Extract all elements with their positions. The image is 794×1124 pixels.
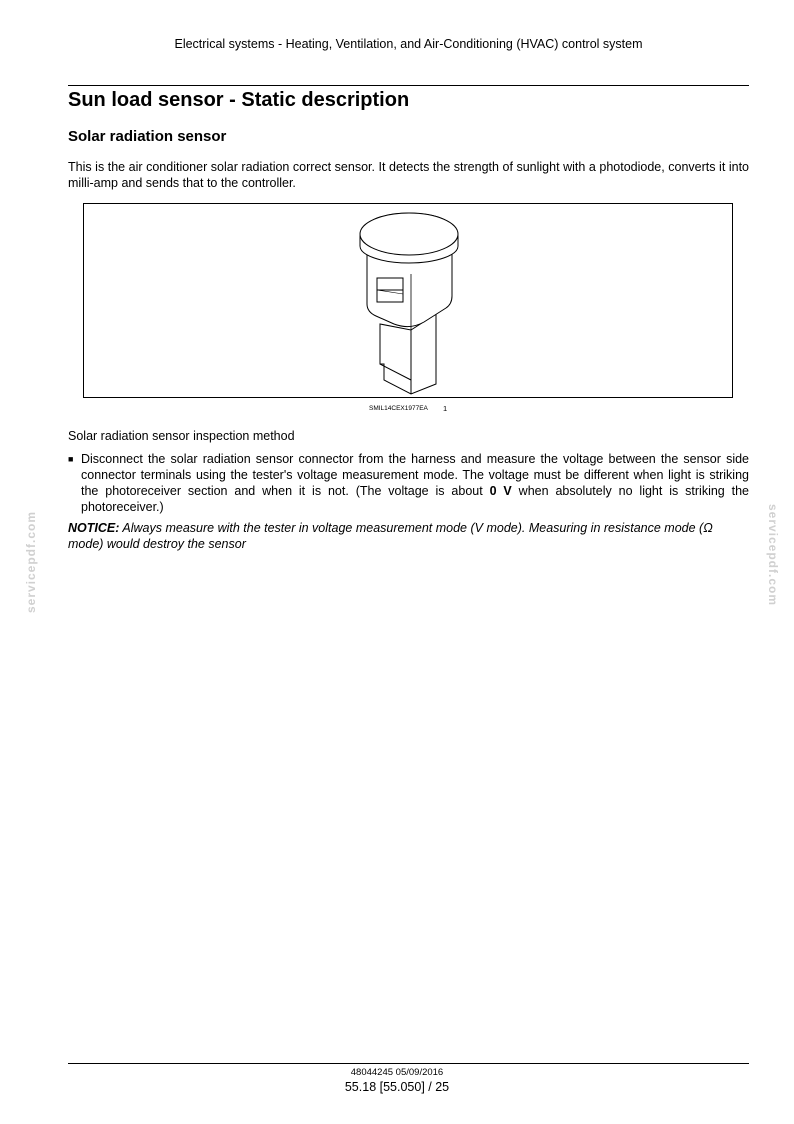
sensor-illustration — [84, 204, 734, 399]
inspection-step-text — [81, 451, 749, 515]
method-heading: Solar radiation sensor inspection method — [68, 429, 295, 443]
watermark-left: servicepdf.com — [24, 510, 39, 614]
bullet-icon: ■ — [68, 454, 74, 464]
notice-label: NOTICE: — [68, 521, 120, 535]
footer-page-reference: 55.18 [55.050] / 25 — [344, 1080, 450, 1094]
footer-divider — [68, 1063, 749, 1064]
intro-paragraph: This is the air conditioner solar radiation correct sensor. It detects the strength of sunlight with a photodiode, converts it into milli-amp and sends that to the controller. — [68, 160, 749, 190]
watermark-right: servicepdf.com — [766, 503, 781, 607]
step-text-before: Disconnect the solar radiation sensor connector from the harness and measure the voltage between the sensor side connector terminals using the tester's voltage measurement mode. The voltage must be different when light is striking the photoreceiver section and when it is not. (The voltage is about — [81, 452, 749, 498]
section-title: Solar radiation sensor — [68, 128, 227, 145]
step-text-after: when absolutely no light is striking the photoreceiver.) — [81, 484, 750, 514]
page-title: Sun load sensor - Static description — [68, 89, 410, 111]
header-divider — [68, 85, 749, 86]
notice-text: Always measure with the tester in voltage measurement mode (V mode). Measuring in resistance mode (Ω mode) would destroy the sensor — [68, 521, 713, 551]
figure-number: 1 — [443, 404, 448, 413]
running-header: Electrical systems - Heating, Ventilation, and Air-Conditioning (HVAC) control system — [174, 37, 643, 51]
notice-paragraph — [68, 520, 749, 552]
sensor-figure — [83, 203, 733, 398]
footer-doc-code: 48044245 05/09/2016 — [350, 1067, 444, 1078]
voltage-value: 0 V — [489, 484, 512, 498]
figure-caption-code: SMIL14CEX1977EA — [369, 405, 428, 412]
